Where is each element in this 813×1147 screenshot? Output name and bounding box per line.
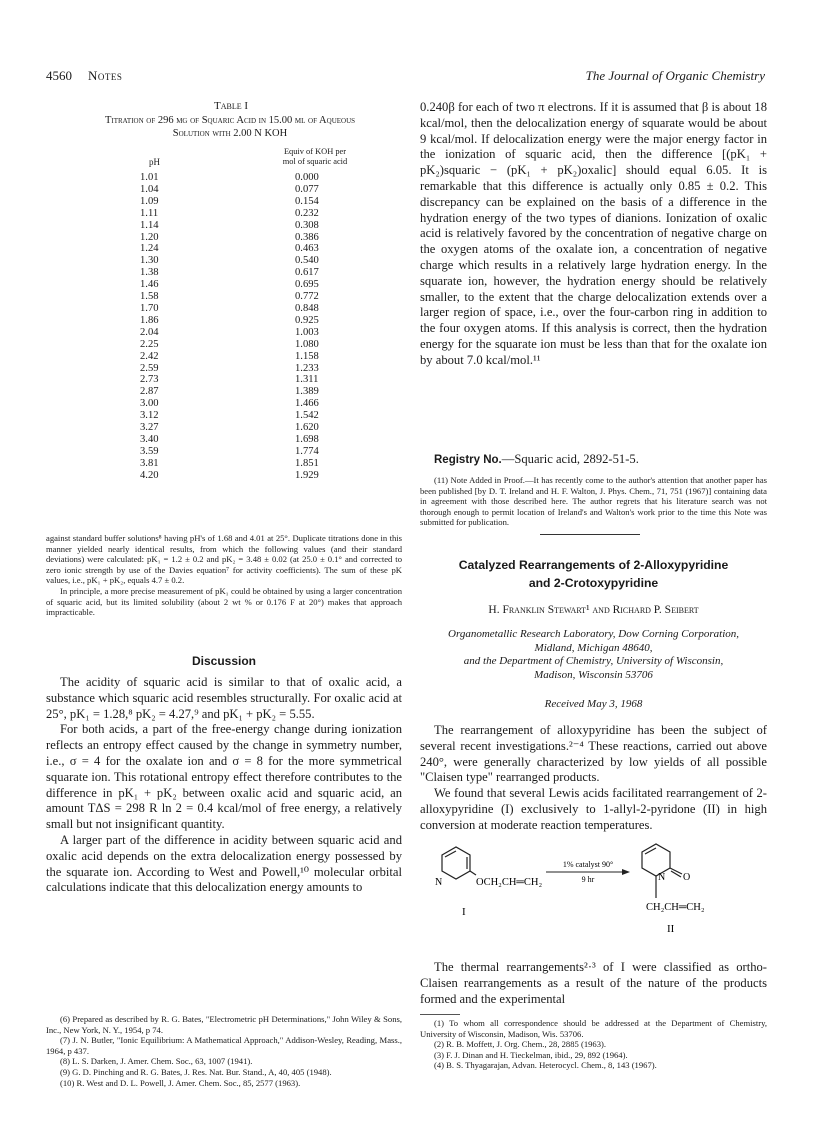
paragraph: 0.240β for each of two π electrons. If it is assumed that β is about 18 kcal/mol, then the delocalization energy of squarate would be about 9 kcal/mol. If delocalization energy were the major energy factor in the ionization of squaric acid, then the difference [(pK₁ + pK₂)squaric − (pK₁ + pK₂)oxalic] should equal 6.05. It is remarkable that this difference is actually only 0.85 ± 0.2. This discrepancy can be explained on the basis of a difference in the hydration energy of the two types of dianions. Ionization of oxalic acid is relatively favored by the concentration of negative charge on the oxygen atoms of the oxalate ion, a concentration of negative charge which results in a relatively large hydration energy. In the squarate ion, however, the hydration energy should be relatively smaller, to the extent that the charge delocalization extends over a larger region of space, i.e., over the four-carbon ring in addition to the four oxygen atoms. If this analysis is correct, then the hydration energy for the squarate ion must be less than that for the oxalate ion by about 7.0 kcal/mol.¹¹	[420, 100, 767, 367]
ph-cell: 3.81	[140, 457, 159, 469]
paragraph: against standard buffer solutions⁸ having pH's of 1.68 and 4.01 at 25°. Duplicate titrations done in this manner yielded nearly identical results, from which the following values (and their standard deviations) were calculated: pK₁ = 1.2 ± 0.2 and pK₂ = 3.48 ± 0.02 (at 25.0 ± 0.1° and corrected to zero ionic strength by use of the Davies equation⁷ for activity coefficients). The sum of these pK values, i.e., pK₁ + pK₂, equals 4.7 ± 0.2.	[46, 533, 402, 586]
table-row	[140, 291, 319, 303]
ph-cell: 1.14	[140, 219, 159, 231]
ph-cell: 3.59	[140, 445, 159, 457]
footnote: (1) To whom all correspondence should be addressed at the Department of Chemistry, University of Wisconsin, Madison, Wis. 53706.	[420, 1018, 767, 1039]
table-row	[140, 327, 319, 339]
footnote: (8) L. S. Darken, J. Amer. Chem. Soc., 63, 1007 (1941).	[60, 1056, 253, 1067]
equiv-cell: 1.851	[295, 457, 319, 469]
ph-cell: 2.73	[140, 374, 159, 386]
table-row	[140, 279, 319, 291]
arrow-condition-top: 1% catalyst 90°	[562, 860, 614, 869]
equiv-cell: 0.848	[295, 302, 319, 314]
table-row	[140, 374, 319, 386]
table-label: Table I	[213, 100, 249, 112]
ph-cell: 1.11	[140, 207, 159, 219]
equiv-cell: 1.003	[295, 326, 319, 338]
table-row	[140, 315, 319, 327]
table-row	[140, 410, 319, 422]
compound-label-2: II	[667, 923, 675, 935]
table-row	[140, 363, 319, 375]
table-row	[140, 446, 319, 458]
arrow-head-icon	[622, 869, 630, 875]
paragraph: In principle, a more precise measurement of pK₁ could be obtained by using a larger concentration of squaric acid, but its limited solubility (about 2 wt % or 0.176 F at 20°) makes that approach impracticable.	[46, 585, 402, 618]
equiv-cell: 1.698	[295, 433, 319, 445]
right-body-top	[420, 100, 767, 369]
equiv-cell: 0.617	[295, 267, 319, 279]
pyridone-ring-icon	[642, 844, 682, 898]
equiv-cell: 0.695	[295, 279, 319, 291]
ph-cell: 3.27	[140, 422, 159, 434]
substituent-1: OCH₂CH═CH₂	[476, 877, 543, 888]
table-row	[140, 458, 319, 470]
bond	[470, 871, 476, 875]
table-caption-line2: Solution with 2.00 N KOH	[172, 128, 288, 139]
journal-title: The Journal of Organic Chemistry	[585, 68, 765, 83]
article-title-line1: Catalyzed Rearrangements of 2-Alloxypyridine	[458, 558, 729, 572]
ph-cell: 2.59	[140, 362, 159, 374]
note-11	[420, 475, 767, 528]
equiv-cell: 1.158	[295, 350, 319, 362]
right-footnotes	[420, 1018, 767, 1071]
article-affiliation	[420, 628, 767, 682]
paragraph: The acidity of squaric acid is similar to that of oxalic acid, a substance which squaric acid resembles structurally. For oxalic acid at 25°, pK₁ = 1.28,⁸ pK₂ = 4.27,⁹ and pK₁ + pK₂ = 5.55.	[46, 675, 402, 721]
table-row	[140, 398, 319, 410]
ph-cell: 1.58	[140, 291, 159, 303]
registry-line	[434, 452, 639, 467]
table-row	[140, 386, 319, 398]
table-row	[140, 339, 319, 351]
substituent-2: CH₂CH═CH₂	[646, 902, 705, 913]
received-date: Received May 3, 1968	[544, 698, 643, 710]
table-row	[140, 184, 319, 196]
equiv-cell: 0.540	[295, 255, 319, 267]
equiv-cell: 0.925	[295, 314, 319, 326]
ph-cell: 1.70	[140, 302, 159, 314]
page-number: 4560	[46, 68, 72, 83]
ph-cell: 1.46	[140, 279, 159, 291]
left-footnotes	[46, 1014, 402, 1088]
table-caption-line1: Titration of 296 mg of Squaric Acid in 15.00 ml of Aqueous	[104, 115, 356, 126]
compound-label-1: I	[462, 906, 466, 918]
article-body-2	[420, 960, 767, 1007]
footnote-rule	[420, 1014, 460, 1015]
arrow-condition-bottom: 9 hr	[581, 875, 595, 884]
article-title-line2: and 2-Crotoxypyridine	[528, 576, 659, 590]
affil-line4: Madison, Wisconsin 53706	[534, 668, 653, 681]
table-col2-header-line2: mol of squaric acid	[282, 156, 348, 166]
pyridine-ring-icon	[442, 847, 470, 879]
paragraph: We found that several Lewis acids facilitated rearrangement of 2-alloxypyridine (I) exclusively to 1-allyl-2-pyridone (II) in high conversion at moderate reaction temperatures.	[420, 786, 767, 832]
table-row	[140, 208, 319, 220]
ph-cell: 1.01	[140, 172, 159, 183]
ring-n-label-2: N	[658, 872, 666, 883]
ring-n-label-1: N	[435, 877, 443, 888]
table-row	[140, 267, 319, 279]
footnote: (10) R. West and D. L. Powell, J. Amer. Chem. Soc., 85, 2577 (1963).	[60, 1077, 301, 1088]
paragraph: The rearrangement of alloxypyridine has been the subject of several recent investigations.²⁻⁴ These reactions, carried out above 240°, were generally characterized by low yields of all possible "Claisen type" rearranged products.	[420, 723, 767, 785]
data-table	[140, 172, 319, 482]
table-row	[140, 434, 319, 446]
ph-cell: 3.00	[140, 398, 159, 410]
registry-text: —Squaric acid, 2892-51-5.	[501, 452, 639, 466]
ph-cell: 1.86	[140, 314, 159, 326]
section-title: Notes	[88, 68, 123, 83]
table-row	[140, 255, 319, 267]
equiv-cell: 0.000	[295, 172, 319, 183]
ph-cell: 1.24	[140, 243, 159, 255]
table-row	[140, 220, 319, 232]
table-caption	[30, 114, 430, 140]
paragraph: A larger part of the difference in acidity between squaric acid and oxalic acid depends on the extra delocalization energy possessed by the squarate ion. According to West and Powell,¹⁰ molecular orbital calculations indicate that this delocalization energy amounts to	[46, 832, 402, 895]
equiv-cell: 1.389	[295, 386, 319, 398]
table-row	[140, 351, 319, 363]
article-title	[420, 556, 767, 592]
table-row	[140, 172, 319, 184]
ph-cell: 1.38	[140, 267, 159, 279]
ph-cell: 3.40	[140, 433, 159, 445]
table-col2-header-line1: Equiv of KOH per	[283, 147, 347, 156]
footnote: (9) G. D. Pinching and R. G. Bates, J. Res. Nat. Bur. Stand., A, 40, 405 (1948).	[60, 1066, 332, 1077]
ph-cell: 2.87	[140, 386, 159, 398]
affil-line1: Organometallic Research Laboratory, Dow Corning Corporation,	[448, 628, 739, 640]
table-row	[140, 196, 319, 208]
equiv-cell: 0.308	[295, 219, 319, 231]
equiv-cell: 1.542	[295, 410, 319, 422]
equiv-cell: 1.233	[295, 362, 319, 374]
equiv-cell: 1.929	[295, 469, 319, 481]
affil-line2: Midland, Michigan 48640,	[534, 641, 653, 654]
registry-label: Registry No.	[434, 454, 502, 466]
equiv-cell: 1.774	[295, 445, 319, 457]
left-small-block	[46, 533, 402, 618]
footnote: (6) Prepared as described by R. G. Bates, "Electrometric pH Determinations," John Wiley & Sons, Inc., New York, N. Y., 1954, p 74.	[46, 1014, 402, 1035]
table-row	[140, 243, 319, 255]
ph-cell: 3.12	[140, 410, 159, 422]
table-row	[140, 232, 319, 244]
equiv-cell: 0.463	[295, 243, 319, 255]
article-authors: H. Franklin Stewart¹ and Richard P. Seibert	[488, 604, 699, 616]
table-row	[140, 422, 319, 434]
paragraph: The thermal rearrangements²·³ of I were classified as ortho-Claisen rearrangements as a result of the nature of the products formed and the experimental	[420, 960, 767, 1006]
equiv-cell: 1.620	[295, 422, 319, 434]
discussion-heading: Discussion	[191, 654, 257, 668]
ph-cell: 2.25	[140, 338, 159, 350]
carbonyl-o-label: O	[683, 872, 691, 883]
equiv-cell: 0.772	[295, 291, 319, 303]
article-body	[420, 723, 767, 834]
footnote: (4) B. S. Thyagarajan, Advan. Heterocycl. Chem., 8, 143 (1967).	[434, 1060, 657, 1071]
ph-cell: 2.04	[140, 326, 159, 338]
ph-cell: 1.30	[140, 255, 159, 267]
footnote: (2) R. B. Moffett, J. Org. Chem., 28, 2885 (1963).	[434, 1039, 607, 1050]
equiv-cell: 0.154	[295, 195, 319, 207]
ph-cell: 2.42	[140, 350, 159, 362]
affil-line3: and the Department of Chemistry, University of Wisconsin,	[463, 655, 724, 667]
equiv-cell: 0.077	[295, 183, 319, 195]
equiv-cell: 0.232	[295, 207, 319, 219]
footnote: (11) Note Added in Proof.—It has recently come to the author's attention that another paper has been published [by D. T. Ireland and H. F. Walton, J. Phys. Chem., 71, 751 (1967)] containing data in agreement with those described here. The author regrets that his literature search was not thorough enough to permit location of Ireland's and Walton's work prior to the time this Note was submitted for publication.	[420, 475, 767, 528]
reaction-scheme	[420, 838, 767, 950]
equiv-cell: 1.466	[295, 398, 319, 410]
table-row	[140, 303, 319, 315]
ph-cell: 4.20	[140, 469, 159, 481]
discussion-body	[46, 675, 402, 896]
ph-cell: 1.09	[140, 195, 159, 207]
footnote: (3) F. J. Dinan and H. Tieckelman, ibid., 29, 892 (1964).	[434, 1049, 628, 1060]
equiv-cell: 1.080	[295, 338, 319, 350]
equiv-cell: 1.311	[295, 374, 319, 386]
table-col1-header: pH	[149, 157, 160, 167]
ph-cell: 1.04	[140, 183, 159, 195]
footnote: (7) J. N. Butler, "Ionic Equilibrium: A Mathematical Approach," Addison-Wesley, Reading, Mass., 1964, p 437.	[46, 1035, 402, 1056]
paragraph: For both acids, a part of the free-energy change during ionization reflects an entropy effect caused by the change in symmetry number, i.e., σ = 4 for the oxalate ion and σ = 8 for the more symmetrical squarate ion. This rotational entropy effect therefore contributes to the difference in pK₁ + pK₂ between oxalic acid and squaric acid, an amount TΔS = 298 R ln 2 = 0.4 kcal/mol of free energy, a relatively small but not insignificant quantity.	[46, 722, 402, 832]
ph-cell: 1.20	[140, 231, 159, 243]
table-row	[140, 470, 319, 482]
section-divider	[540, 534, 640, 535]
table-col2-header	[260, 147, 370, 166]
equiv-cell: 0.386	[295, 231, 319, 243]
